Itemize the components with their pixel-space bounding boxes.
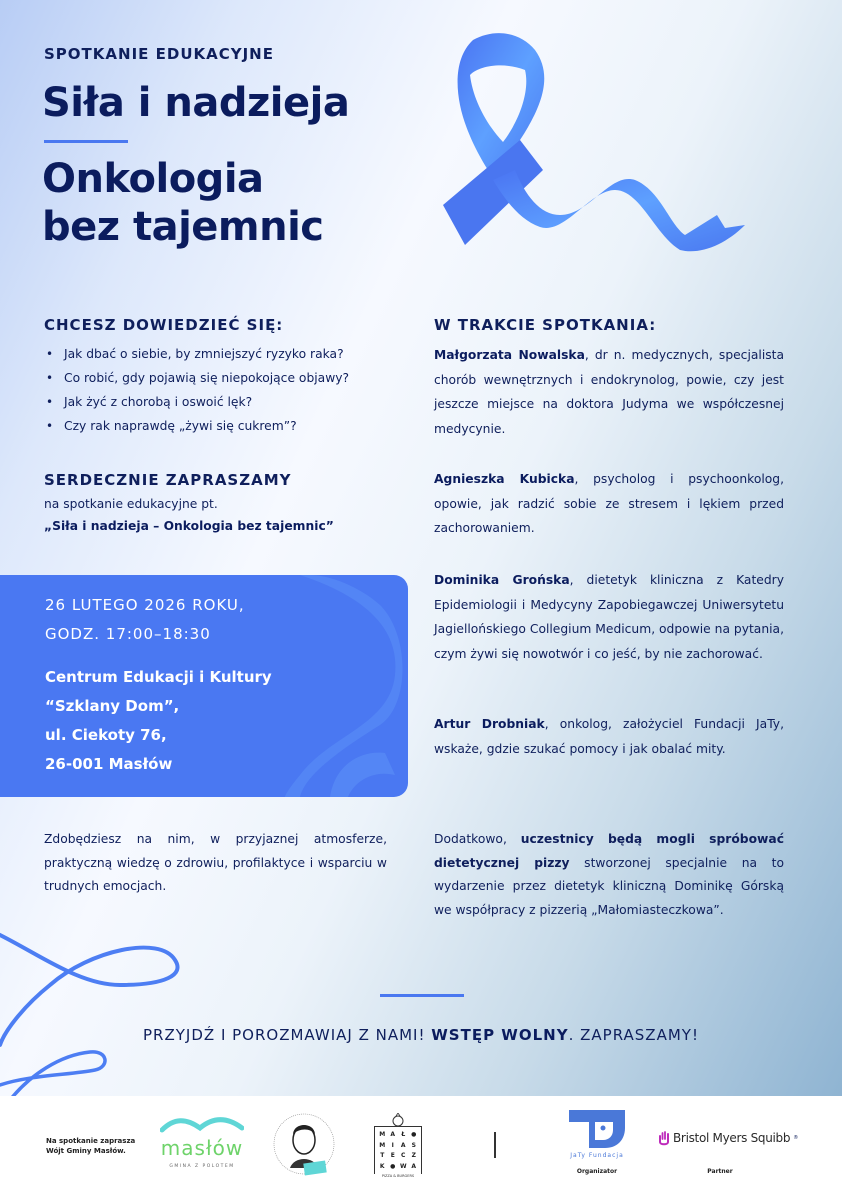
jaty-logo-icon [565,1108,629,1150]
speaker-item [434,343,784,441]
malomiasteczkowa-logo [372,1112,424,1182]
registered-mark: ® [793,1135,799,1141]
list-item: • Jak żyć z chorobą i oswoić lęk? [44,390,374,414]
logo-divider [494,1132,496,1158]
speaker-description: , onkolog, założyciel Fundacji JaTy, wskaże, gdzie szukać pomocy i jak obalać mity. [434,717,784,756]
logo-letter: S [411,1141,416,1149]
speaker-item [434,568,784,666]
logo-letter: E [390,1152,395,1159]
invite-line-1: Na spotkanie zaprasza [46,1137,136,1145]
logo-letter: ● [390,1162,396,1170]
bms-logo [658,1128,798,1148]
logo-letter: Ł [401,1131,406,1138]
speaker-name: Artur Drobniak [434,717,545,731]
venue-street: ul. Ciekoty 76, [45,726,167,744]
learn-heading: CHCESZ DOWIEDZIEĆ SIĘ: [44,316,284,334]
logo-letter: M [379,1131,386,1138]
speaker-name: Małgorzata Nowalska [434,348,585,362]
logo-letter: ● [411,1131,417,1138]
logo-letter: M [379,1141,386,1149]
logo-letter: A [411,1162,417,1170]
maslow-name: masłów [160,1136,244,1160]
extra-lead: Dodatkowo, [434,832,521,846]
cta-divider [380,994,464,997]
venue-city: 26-001 Masłów [45,755,173,773]
list-item: • Czy rak naprawdę „żywi się cukrem”? [44,414,374,438]
jaty-foundation-logo [565,1108,629,1164]
jaty-name: JaTy Fundacja [570,1152,624,1159]
speaker-name: Agnieszka Kubicka [434,472,575,486]
invite-heading: SERDECZNIE ZAPRASZAMY [44,471,292,489]
partner-label: Partner [707,1168,733,1175]
invite-event-title: „Siła i nadzieja – Onkologia bez tajemnic” [44,519,334,533]
logo-letter: I [391,1141,394,1149]
speaker-item [434,467,784,541]
logo-letter: K [379,1162,385,1170]
event-datetime [45,591,245,649]
extra-rest: stworzonej specjalnie na to wydarzenie przez dietetyk kliniczną Dominikę Górską we współpracy z pizzerią „Małomiasteczkowa”. [434,855,784,917]
invite-section [44,471,374,537]
page-title-main: Siła i nadzieja [42,80,350,126]
title-divider [44,140,128,143]
extra-info-text [434,828,784,922]
footer-logos [0,1096,842,1191]
logo-letter: Z [411,1152,416,1159]
szklany-dom-logo-icon [270,1110,338,1182]
speaker-name: Dominika Grońska [434,573,570,587]
event-info-box [0,575,408,797]
call-to-action [0,1026,842,1044]
speaker-description: , dr n. medycznych, specjalista chorób wewnętrznych i endokrynolog, powie, czy jest jeszcze miejsce na doktora Judyma we współczesnej medycynie. [434,348,784,436]
benefit-text: Zdobędziesz na nim, w przyjaznej atmosferze, praktyczną wiedzę o zdrowiu, profilaktyce i wsparciu w trudnych emocjach. [44,832,387,893]
maslow-waves-icon [160,1114,244,1136]
learn-list [44,342,374,438]
cta-part2: . ZAPRASZAMY! [568,1026,699,1044]
speaker-item [434,712,784,761]
logo-letter: W [399,1162,407,1170]
title-line-3: bez tajemnic [42,204,324,250]
learn-section [44,316,374,438]
page-title-sub [42,155,324,251]
list-item: • Co robić, gdy pojawią się niepokojące objawy? [44,366,374,390]
event-time: GODZ. 17:00–18:30 [45,625,211,643]
maslow-logo [160,1114,244,1178]
venue-name-quoted: “Szklany Dom”, [45,697,180,715]
ribbon-swirl-icon [0,930,190,1096]
event-venue [45,663,272,779]
logo-letter: C [401,1152,406,1159]
maslow-tagline: GMINA Z POLOTEM [169,1164,235,1169]
list-item: • Jak dbać o siebie, by zmniejszyć ryzyko raka? [44,342,374,366]
extra-highlight: uczestnicy będą mogli spróbować dietetycznej pizzy [434,832,784,870]
pizza-letter-grid [374,1126,422,1176]
program-section [434,316,784,334]
title-line-2: Onkologia [42,156,264,202]
invite-line-2: Wójt Gminy Masłów. [46,1147,126,1155]
cta-part1: PRZYJDŹ I POROZMAWIAJ Z NAMI! [143,1026,432,1044]
eyebrow-label: SPOTKANIE EDUKACYJNE [44,45,274,63]
event-date: 26 LUTEGO 2026 ROKU, [45,596,245,614]
invite-subtitle: na spotkanie edukacyjne pt. [44,497,218,511]
partner-name: Bristol Myers Squibb [673,1131,791,1145]
program-heading: W TRAKCIE SPOTKANIA: [434,316,657,334]
speaker-description: , dietetyk kliniczna z Katedry Epidemiologii i Medycyny Zapobiegawczej Uniwersytetu Jagiellońskiego Collegium Medicum, odpowie na pytania, czym żywi się nowotwór i co jeść, by nie zachorować. [434,573,784,661]
footer-invite-text [46,1136,135,1156]
logo-letter: T [380,1152,385,1159]
logo-letter: A [390,1131,396,1138]
bms-hand-icon [658,1130,670,1146]
venue-name: Centrum Edukacji i Kultury [45,668,272,686]
organizer-label: Organizator [576,1168,618,1175]
speaker-description: , psycholog i psychoonkolog, opowie, jak radzić sobie ze stresem i lękiem przed zachorowaniem. [434,472,784,535]
logo-letter: A [400,1141,406,1149]
awareness-ribbon-icon [425,30,755,260]
pizza-icon [372,1113,424,1127]
cta-free-entry: WSTĘP WOLNY [431,1026,569,1044]
pizza-tagline: PIZZA & BURGERS [372,1174,424,1178]
